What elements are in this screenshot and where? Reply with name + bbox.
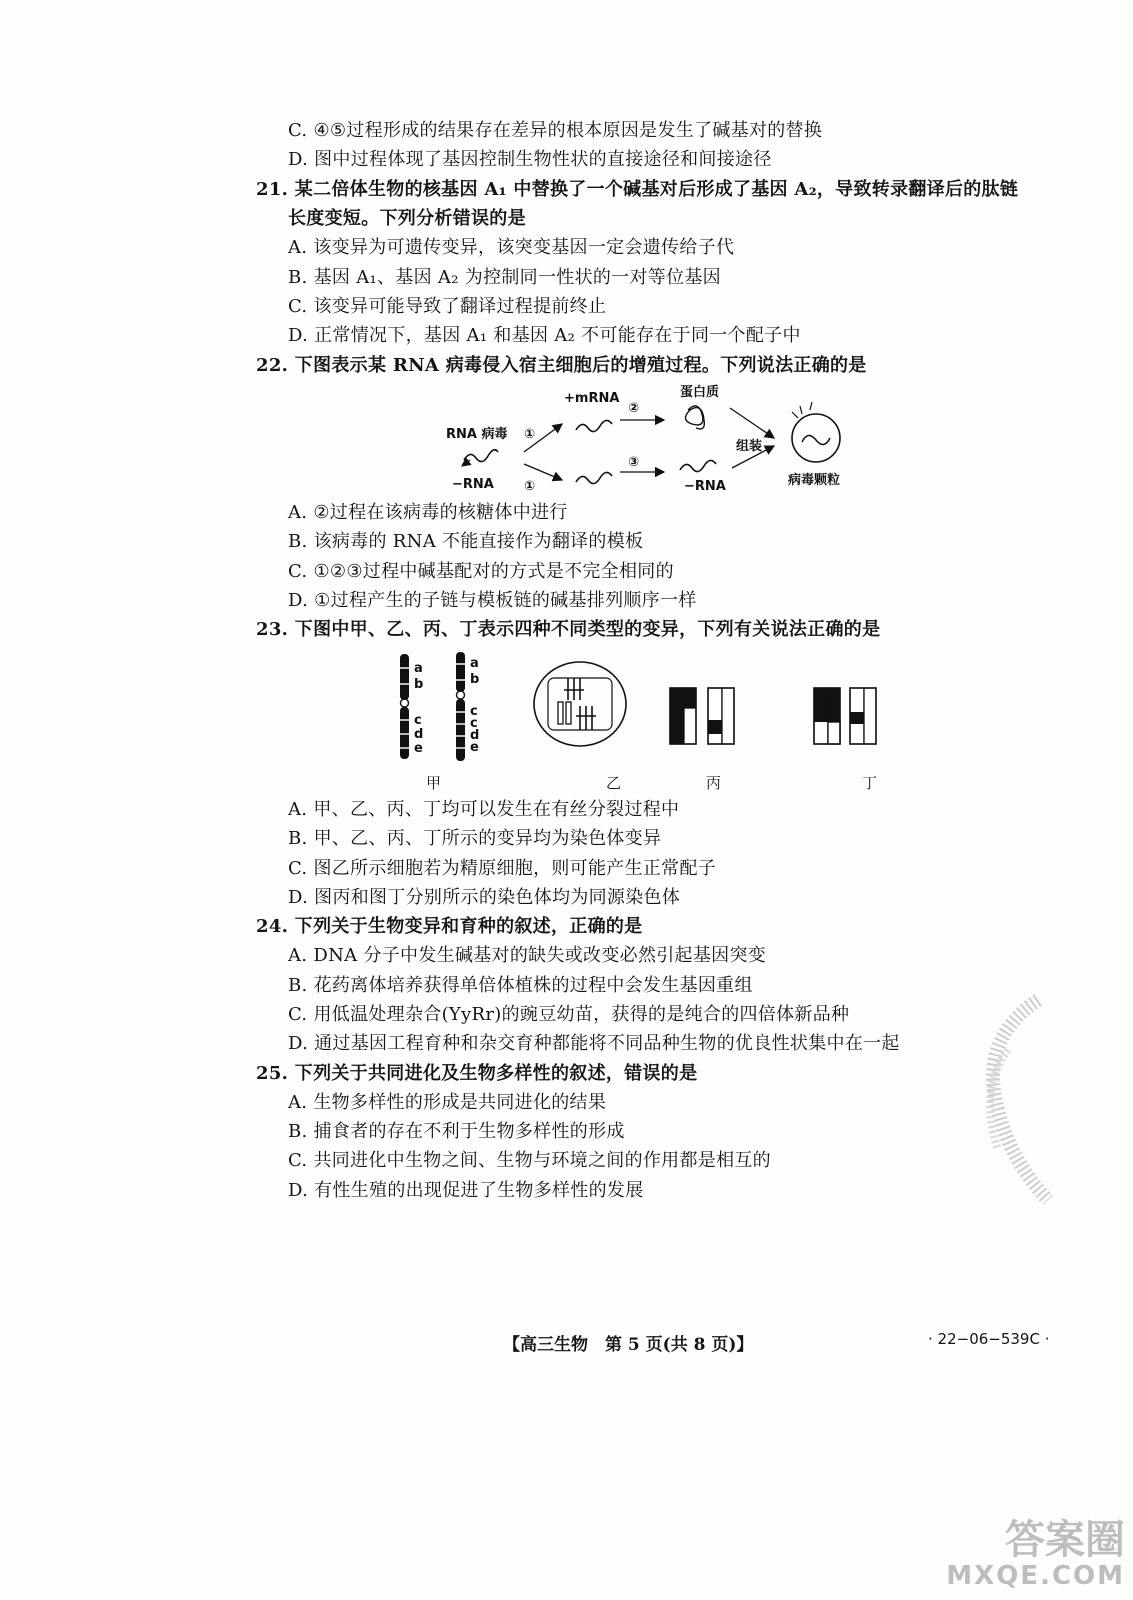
q24-option-d: D. 通过基因工程育种和杂交育种都能将不同品种生物的优良性状集中在一起 [288,1033,900,1054]
caption-yi: 乙 [606,774,622,792]
gene-label: b [470,672,480,687]
caption-ding: 丁 [862,774,878,792]
q23-option-c: C. 图乙所示细胞若为精原细胞，则可能产生正常配子 [288,858,717,879]
q24-option-b: B. 花药离体培养获得单倍体植株的过程中会发生基因重组 [288,975,753,996]
gene-label: d [414,727,424,742]
q22-option-b: B. 该病毒的 RNA 不能直接作为翻译的模板 [288,531,644,552]
minus-rna-right-strand [680,460,716,471]
rna-virus-replication-diagram [440,380,860,498]
q21-option-b: B. 基因 A₁、基因 A₂ 为控制同一性状的一对等位基因 [288,267,721,288]
label-assemble: 组装 [736,439,763,454]
q22-option-c: C. ①②③过程中碱基配对的方式是不完全相同的 [288,561,674,582]
chromosome-duplication [454,652,479,761]
label-plus-mrna: +mRNA [564,391,620,406]
q25-option-b: B. 捕食者的存在不利于生物多样性的形成 [288,1121,625,1142]
q24-option-c: C. 用低温处理杂合(YyRr)的豌豆幼苗，获得的是纯合的四倍体新品种 [288,1004,850,1025]
label-minus-rna-right: −RNA [684,479,726,494]
q24-stem: 24. 下列关于生物变异和育种的叙述，正确的是 [256,916,643,937]
label-protein: 蛋白质 [680,385,720,400]
watermark-line2: MXQE.COM [946,1561,1125,1591]
site-watermark [935,1518,1125,1590]
q25-option-a: A. 生物多样性的形成是共同进化的结果 [288,1092,607,1113]
chromosome-pair-ding [814,688,876,744]
minus-rna-middle-strand [576,472,612,483]
q21-option-a: A. 该变异为可遗传变异，该突变基因一定会遗传给子代 [288,237,735,258]
q23-option-a: A. 甲、乙、丙、丁均可以发生在有丝分裂过程中 [288,799,680,820]
mrna-strand [576,420,612,431]
q22-option-d: D. ①过程产生的子链与模板链的碱基排列顺序一样 [288,590,697,611]
caption-jia: 甲 [426,774,442,792]
arrow-protein-to-assembly [730,408,774,438]
q25-stem: 25. 下列关于共同进化及生物多样性的叙述，错误的是 [256,1063,698,1084]
arrow-step1-bottom [524,464,562,480]
gene-label: e [414,741,423,756]
virus-rna-strand [464,450,498,462]
label-step3: ③ [628,455,640,470]
protein-coil [685,406,704,429]
virion-capsid [792,414,840,462]
virus-rna-arrow [462,460,470,466]
label-step2: ② [628,401,640,416]
q20-option-c: C. ④⑤过程形成的结果存在差异的根本原因是发生了碱基对的替换 [288,120,823,141]
gene-label: e [470,740,479,755]
label-virion: 病毒颗粒 [788,473,841,488]
chromosome-pair-bing [670,688,734,744]
gene-label: a [414,661,423,676]
q23-option-b: B. 甲、乙、丙、丁所示的变异均为染色体变异 [288,828,662,849]
caption-bing: 丙 [706,774,722,792]
q21-stem-line1: 21. 某二倍体生物的核基因 A₁ 中替换了一个碱基对后形成了基因 A₂，导致转录翻译后的肽链 [256,179,1019,200]
label-step1-top: ① [524,427,536,442]
gene-label: d [470,728,480,743]
gene-label: c [470,716,478,731]
q23-stem: 23. 下图中甲、乙、丙、丁表示四种不同类型的变异，下列有关说法正确的是 [256,619,881,640]
q21-stem-line2: 长度变短。下列分析错误的是 [288,208,526,229]
gene-label: c [470,704,478,719]
q21-option-d: D. 正常情况下，基因 A₁ 和基因 A₂ 不可能存在于同一个配子中 [288,325,801,346]
footer-exam-code: · 22−06−539C · [928,1330,1050,1348]
cell-aneuploidy [534,662,626,746]
watermark-line1: 答案圈 [1005,1517,1125,1563]
stamp-smudge [968,990,1078,1210]
q22-option-a: A. ②过程在该病毒的核糖体中进行 [288,502,568,523]
variation-types-diagram [390,650,910,765]
chromosome-normal [398,654,423,759]
gene-label: b [414,677,424,692]
q25-option-c: C. 共同进化中生物之间、生物与环境之间的作用都是相互的 [288,1150,771,1171]
q25-option-d: D. 有性生殖的出现促进了生物多样性的发展 [288,1180,644,1201]
q22-stem: 22. 下图表示某 RNA 病毒侵入宿主细胞后的增殖过程。下列说法正确的是 [256,355,867,376]
label-minus-rna-left: −RNA [452,477,494,492]
gene-label: a [470,656,479,671]
virion-rna [802,435,830,444]
gene-label: c [414,713,422,728]
q24-option-a: A. DNA 分子中发生碱基对的缺失或改变必然引起基因突变 [288,945,767,966]
label-rna-virus: RNA 病毒 [446,427,508,442]
q23-option-d: D. 图丙和图丁分别所示的染色体均为同源染色体 [288,887,681,908]
q20-option-d: D. 图中过程体现了基因控制生物性状的直接途径和间接途径 [288,149,772,170]
footer-page-label: 【高三生物 第 5 页(共 8 页)】 [503,1335,754,1355]
label-step1-bottom: ① [524,479,536,494]
q21-option-c: C. 该变异可能导致了翻译过程提前终止 [288,296,607,317]
